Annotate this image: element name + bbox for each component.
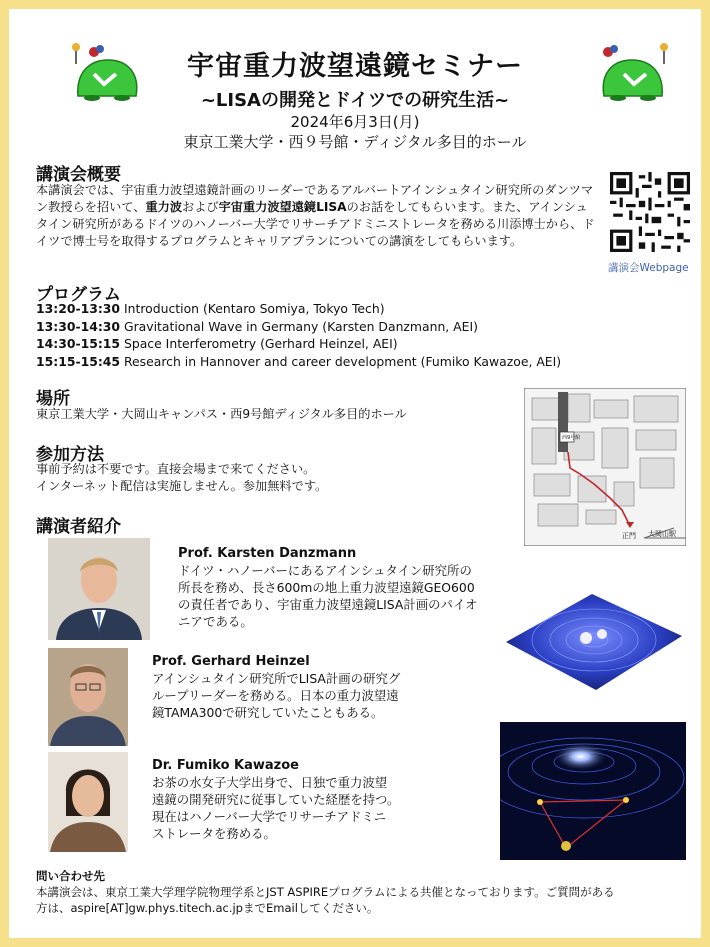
qr-code-icon[interactable] [610,172,690,252]
overview-text: 本講演会では、宇宙重力波望遠鏡計画のリーダーであるアルバートアインシュタイン研究所のダンツマン教授らを招いて、重力波および宇宙重力波望遠鏡LISAのお話をしてもらいます。また、アインシュタイン研究所があるドイツのハノーバー大学でリサーチアドミニストレータを務める川添博士から、ドイツで博士号を取得するプログラムとキャリアプランについての講演をしてもらいます。 [36,183,595,248]
speaker-name-heinzel: Prof. Gerhard Heinzel [152,654,310,669]
qr-caption: 講演会Webpage [608,262,689,274]
location-heading: 場所 [36,389,70,409]
speaker-bio-danzmann: ドイツ・ハノーバーにあるアインシュタイン研究所の 所長を務め、長さ600mの地上重力波望遠鏡GEO600 の責任者であり、宇宙重力波望遠鏡LISA計画のパイオ ニアである。 [178,563,478,629]
program-item: 13:20-13:30 Introduction (Kentaro Somiya, Tokyo Tech) [36,301,385,316]
contact-heading: 問い合わせ先 [36,869,105,883]
map-building-label: 西9号館 [562,435,581,441]
contact-line-1: 本講演会は、東京工業大学理学院物理学系とJST ASPIREプログラムによる共催となっております。ご質問がある [36,885,615,899]
location-text: 東京工業大学・大岡山キャンパス・西9号館ディジタル多目的ホール [36,407,407,421]
lisa-space-illustration-image [500,722,686,860]
speaker-bio-kawazoe: お茶の水女子大学出身で、日独で重力波望 遠鏡の開発研究に従事していた経歴を持つ。 現在はハノーバー大学でリサーチアドミニ ストレータを務める。 [152,775,400,841]
speaker-photo-heinzel [48,648,128,746]
event-venue: 東京工業大学・西９号館・ディジタル多目的ホール [183,133,527,151]
participation-line-1: 事前予約は不要です。直接会場まで来てください。 [36,462,316,476]
page-title: 宇宙重力波望遠鏡セミナー [187,51,523,82]
campus-map [524,388,686,546]
speaker-photo-kawazoe [48,752,128,852]
program-item: 14:30-15:15 Space Interferometry (Gerhard Heinzel, AEI) [36,336,398,351]
contact-line-2: 方は、aspire[AT]gw.phys.titech.ac.jpまでEmailしてください。 [36,901,379,915]
map-station-label: 大岡山駅 [648,530,676,538]
gravitational-wave-mesh-image [496,586,688,694]
program-heading: プログラム [36,285,121,305]
participation-heading: 参加方法 [36,445,104,465]
participation-line-2: インターネット配信は実施しません。参加無料です。 [36,479,328,493]
speaker-name-kawazoe: Dr. Fumiko Kawazoe [152,758,299,773]
program-item: 15:15-15:45 Research in Hannover and career development (Fumiko Kawazoe, AEI) [36,353,562,369]
program-item: 13:30-14:30 Gravitational Wave in Germany (Karsten Danzmann, AEI) [36,318,478,334]
speakers-heading: 講演者紹介 [36,517,121,537]
overview-heading: 講演会概要 [36,165,121,185]
speaker-bio-heinzel: アインシュタイン研究所でLISA計画の研究グ ループリーダーを務める。日本の重力波望遠 鏡TAMA300で研究していたこともある。 [152,671,401,720]
speaker-name-danzmann: Prof. Karsten Danzmann [178,546,357,561]
page-subtitle: ~LISAの開発とドイツでの研究生活~ [200,90,510,111]
map-gate-label: 正門 [622,532,636,540]
program-list [36,300,561,370]
event-date: 2024年6月3日(月) [290,113,420,131]
speaker-photo-danzmann [48,538,150,640]
